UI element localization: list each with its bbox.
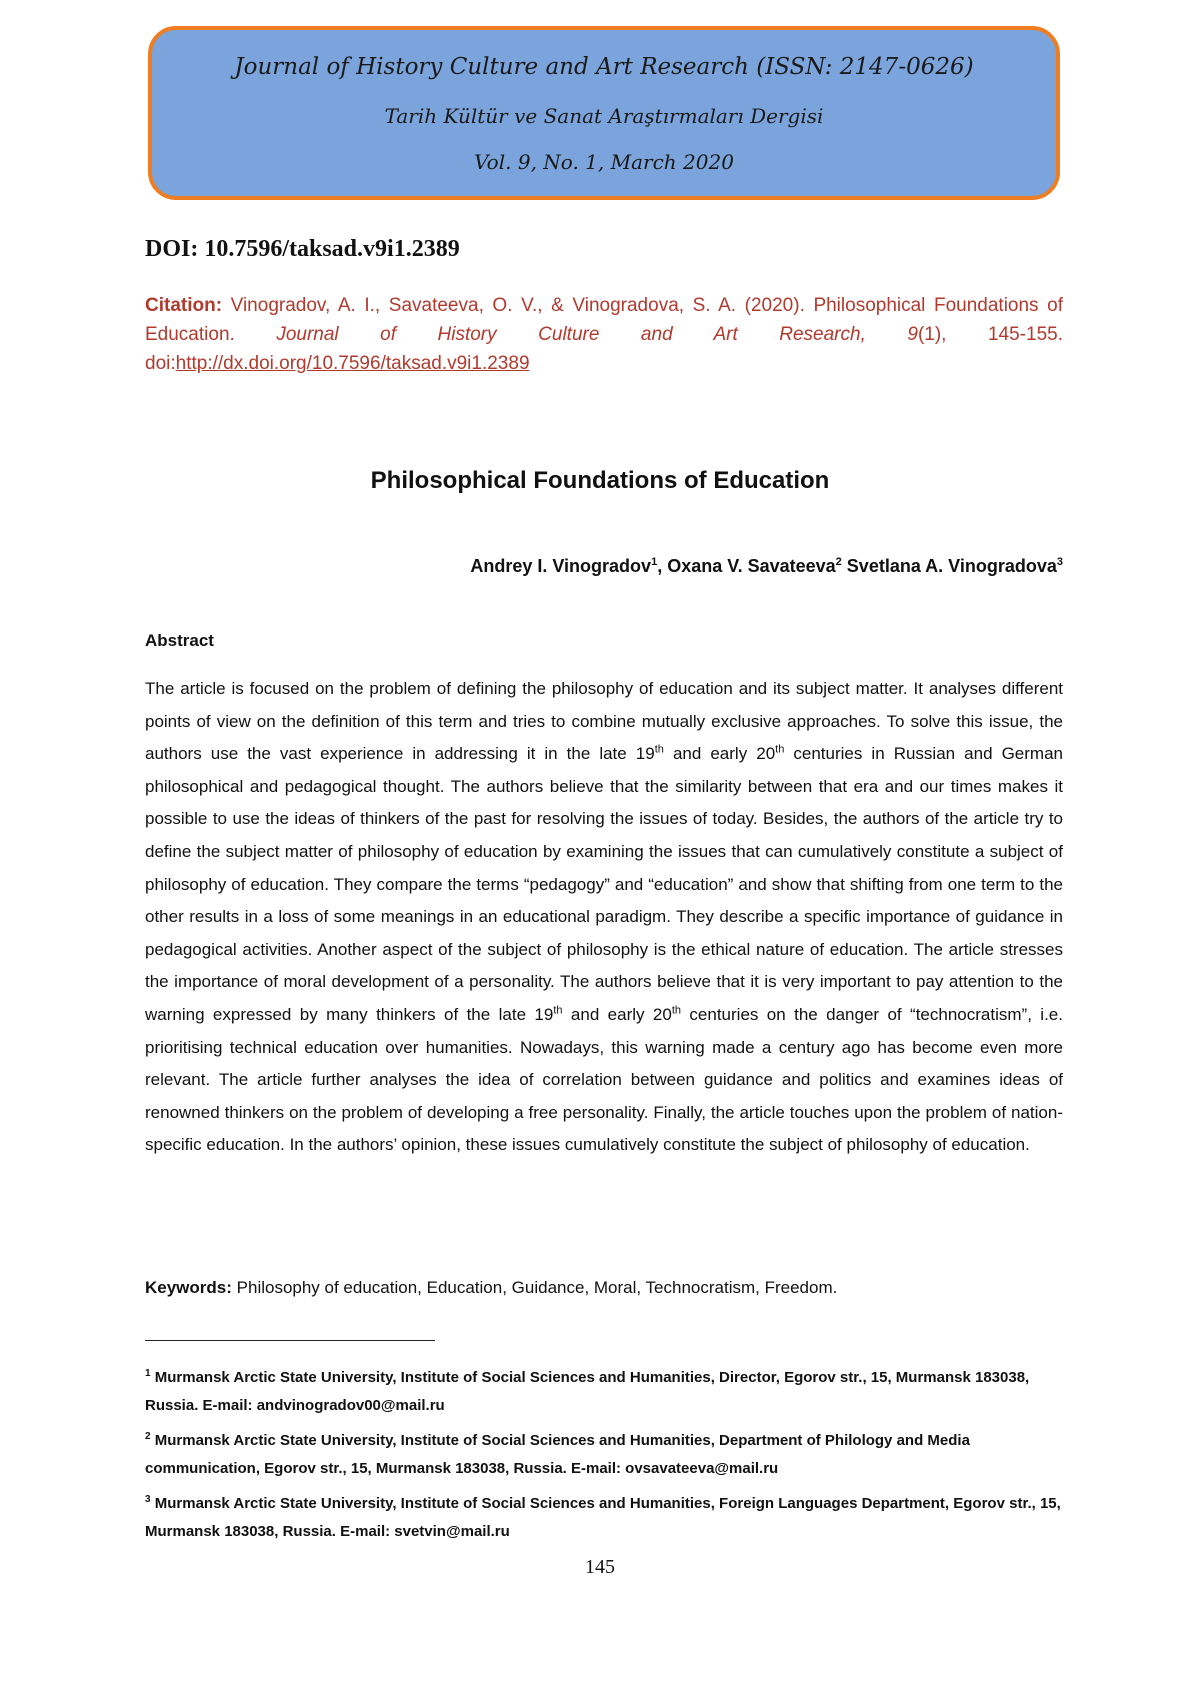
author-list (470, 556, 1063, 577)
journal-subtitle: Tarih Kültür ve Sanat Araştırmaları Dergisi (384, 104, 824, 128)
footnote-marker: 3 (145, 1494, 151, 1505)
author-separator: , (657, 556, 668, 576)
citation-journal: Journal of History Culture and Art Research, 9 (276, 324, 918, 345)
citation-authors: Vinogradov, A. I., Savateeva, O. V., & Vinogradova, S. A. (2020). Philosophical Foundations of Education. (145, 295, 1063, 345)
citation-issue: (1), 145-155. doi: (145, 324, 1063, 374)
author-3-affiliation-mark: 3 (1056, 556, 1063, 568)
abstract-heading: Abstract (145, 631, 214, 650)
footnote-text: Murmansk Arctic State University, Institute of Social Sciences and Humanities, Department of Philology and Media communication, Egorov str., 15, Murmansk 183038, Russia. E-mail: ovsavateeva@mail.ru (145, 1432, 970, 1477)
footnote-3 (145, 1490, 1063, 1546)
abstract-segment: centuries in Russian and German philosophical and pedagogical thought. The authors believe that the similarity between that era and our times makes it possible to use the ideas of thinkers of the past for resolving the issues of today. Besides, the authors of the article try to define the subject matter of philosophy of education by examining the issues that can cumulatively constitute a subject of philosophy of education. They compare the terms “pedagogy” and “education” and show that shifting from one term to the other results in a loss of some meanings in an educational paradigm. They describe a specific importance of guidance in pedagogical activities. Another aspect of the subject of philosophy is the ethical nature of education. The article stresses the importance of moral development of a personality. The authors believe that it is very important to pay attention to the warning expressed by many thinkers of the late 19 (145, 744, 1063, 1024)
keywords-list: Philosophy of education, Education, Guidance, Moral, Technocratism, Freedom. (231, 1278, 838, 1297)
ordinal-suffix: th (553, 1004, 563, 1017)
citation-block (145, 291, 1063, 378)
ordinal-suffix: th (775, 743, 785, 756)
abstract-text (145, 673, 1063, 1162)
keywords-line (145, 1278, 1063, 1298)
abstract-segment: and early 20 (663, 744, 776, 764)
journal-header-box (148, 26, 1060, 200)
abstract-segment: and early 20 (562, 1004, 672, 1024)
author-1: Andrey I. Vinogradov (470, 556, 652, 576)
footnote-marker: 1 (145, 1368, 151, 1379)
footnote-text: Murmansk Arctic State University, Institute of Social Sciences and Humanities, Foreign Languages Department, Egorov str., 15, Murmansk 183038, Russia. E-mail: svetvin@mail.ru (145, 1495, 1061, 1540)
page-number: 145 (585, 1556, 615, 1578)
footnote-1 (145, 1364, 1063, 1420)
journal-title: Journal of History Culture and Art Research (ISSN: 2147-0626) (234, 54, 974, 80)
footnote-2 (145, 1427, 1063, 1483)
ordinal-suffix: th (654, 743, 664, 756)
citation-doi-link[interactable]: http://dx.doi.org/10.7596/taksad.v9i1.2389 (175, 353, 530, 374)
ordinal-suffix: th (671, 1004, 682, 1017)
footnote-text: Murmansk Arctic State University, Institute of Social Sciences and Humanities, Director, Egorov str., 15, Murmansk 183038, Russia. E-mail: andvinogradov00@mail.ru (145, 1369, 1030, 1414)
footnote-marker: 2 (145, 1431, 151, 1442)
author-3: Svetlana A. Vinogradova (841, 556, 1057, 576)
author-2: Oxana V. Savateeva (667, 556, 836, 576)
article-title: Philosophical Foundations of Education (370, 467, 830, 494)
keywords-label: Keywords: (145, 1278, 232, 1297)
abstract-segment: The article is focused on the problem of defining the philosophy of education and its subject matter. It analyses different points of view on the definition of this term and tries to combine mutually exclusive approaches. To solve this issue, the authors use the vast experience in addressing it in the late 19 (145, 679, 1063, 764)
journal-issue: Vol. 9, No. 1, March 2020 (474, 150, 734, 174)
author-1-affiliation-mark: 1 (651, 556, 658, 568)
author-2-affiliation-mark: 2 (835, 556, 842, 568)
citation-label: Citation: (145, 295, 223, 316)
footnote-divider (145, 1340, 435, 1341)
abstract-segment: centuries on the danger of “technocratism”, i.e. prioritising technical education over humanities. Nowadays, this warning made a century ago has become even more relevant. The article further analyses the idea of correlation between guidance and politics and examines ideas of renowned thinkers on the problem of developing a free personality. Finally, the article touches upon the problem of nation-specific education. In the authors’ opinion, these issues cumulatively constitute the subject of philosophy of education. (145, 1004, 1063, 1155)
doi-line: DOI: 10.7596/taksad.v9i1.2389 (145, 236, 460, 262)
